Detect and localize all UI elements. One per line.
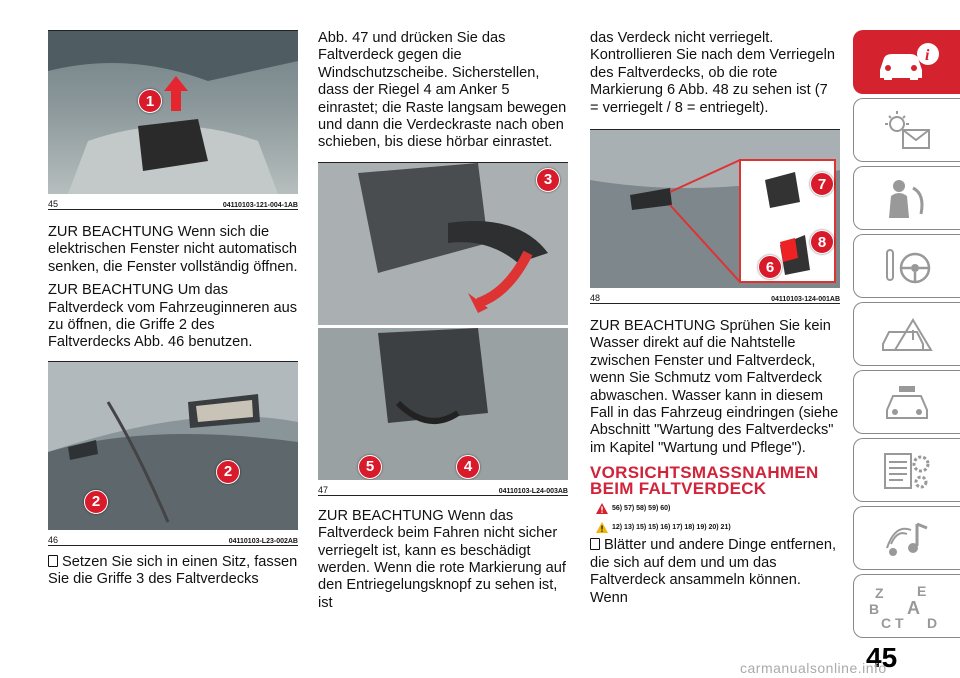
warning-refs <box>596 503 840 514</box>
tab-car-info[interactable] <box>853 30 960 94</box>
emergency-icon <box>877 310 937 358</box>
index-letter: Z <box>875 585 884 601</box>
marker-2a: 2 <box>216 460 240 484</box>
figure-number: 48 <box>590 293 601 304</box>
marker-6: 6 <box>758 255 782 279</box>
marker-3: 3 <box>536 168 560 192</box>
figure-47-caption <box>318 480 568 496</box>
console-photo <box>48 31 298 194</box>
index-letter: B <box>869 601 880 617</box>
maintenance-icon <box>877 378 937 426</box>
note-not-locked: ZUR BEACHTUNG Wenn das Faltverdeck beim Fahren nicht sicher verriegelt ist, kann es beschädigt werden. Wenn die rote Markierung auf den Entriegelungsknopf zu sehen ist, ist <box>318 507 566 611</box>
tab-starting-driving[interactable] <box>853 234 960 298</box>
figure-46-image <box>48 362 298 530</box>
figure-45-caption <box>48 194 298 210</box>
index-letter: A <box>907 598 920 618</box>
figure-45 <box>48 30 298 210</box>
figure-code: 04110103-124-001AB <box>771 296 840 304</box>
index-letter: T <box>895 615 904 631</box>
tab-safety[interactable] <box>853 166 960 230</box>
marker-8: 8 <box>810 230 834 254</box>
warning-lights-icon <box>877 106 937 154</box>
caution-refs <box>596 522 840 533</box>
continued-instructions: Abb. 47 und drücken Sie das Faltverdeck gegen die Windschutzscheibe. Sicherstellen, dass der Riegel 4 am Anker 5 einrastet; die Raste langsam bewegen und dann die Verdeckraste nach oben schieben, bis diese hörbar einrastet. <box>318 30 567 151</box>
step-sit-text: Setzen Sie sich in einen Sitz, fassen Sie die Griffe 3 des Faltverdecks <box>48 553 298 588</box>
tab-emergency[interactable] <box>853 302 960 366</box>
figure-46-caption <box>48 530 298 546</box>
note-water-spray: ZUR BEACHTUNG Sprühen Sie kein Wasser direkt auf die Nahtstelle zwischen Fenster und Faltverdeck, wenn Sie Schmutz vom Faltverdeck abwaschen. Wasser kann in diesem Fall in das Fahrzeug eindringen (siehe Abschnitt "Wartung des Faltverdecks" im Kapitel "Wartung und Pflege"). <box>590 318 839 456</box>
index-letter: C <box>881 615 892 631</box>
marker-1: 1 <box>138 89 162 113</box>
car-info-icon <box>872 40 942 84</box>
multimedia-icon <box>877 514 937 562</box>
marker-7: 7 <box>810 172 834 196</box>
figure-number: 46 <box>48 534 59 545</box>
marker-5: 5 <box>358 455 382 479</box>
lock-indicator-photo <box>590 130 840 288</box>
latch-photo <box>318 163 568 480</box>
tab-technical-data[interactable] <box>853 438 960 502</box>
step-remove-leaves <box>590 537 840 607</box>
index-letter: D <box>927 615 938 631</box>
tab-warning-lights[interactable] <box>853 98 960 162</box>
watermark-footer: carmanualsonline.info <box>740 660 887 676</box>
figure-48-image <box>590 130 840 288</box>
step-bullet-icon <box>590 538 600 550</box>
figure-45-image <box>48 31 298 194</box>
figure-46 <box>48 361 298 546</box>
step-bullet-icon <box>48 555 58 567</box>
figure-47 <box>318 162 568 496</box>
steering-wheel-icon <box>877 242 937 290</box>
safety-icon <box>877 174 937 222</box>
column-1 <box>48 30 298 589</box>
caution-triangle-icon <box>596 522 608 533</box>
caution-refs-text: 12) 13) 15) 15) 16) 17) 18) 19) 20) 21) <box>612 524 731 532</box>
page-number: 45 <box>866 642 898 673</box>
figure-number: 45 <box>48 199 59 209</box>
note-windows: ZUR BEACHTUNG Wenn sich die elektrischen Fenster nicht automatisch senken, die Fenster vollständig öffnen. <box>48 224 298 275</box>
continued-red-marking: das Verdeck nicht verriegelt. Kontrollieren Sie nach dem Verriegeln des Faltverdecks, ob die rote Markierung 6 Abb. 48 zu sehen ist (7 = verriegelt / 8 = entriegelt). <box>590 30 835 116</box>
marker-4: 4 <box>456 455 480 479</box>
figure-code: 04110103-L24-003AB <box>498 487 568 495</box>
column-3 <box>590 30 840 607</box>
step-remove-leaves-text: Blätter und andere Dinge entfernen, die sich auf dem und um das Faltverdeck ansammeln können. Wenn <box>590 537 837 606</box>
figure-48-caption <box>590 288 840 304</box>
step-sit <box>48 554 298 589</box>
index-icon <box>867 580 947 632</box>
figure-47-image <box>318 163 568 480</box>
figure-48 <box>590 129 840 304</box>
svg-text:i: i <box>925 47 930 64</box>
warning-refs-text: 56) 57) 58) 59) 60) <box>612 505 671 513</box>
index-letter: E <box>917 583 927 599</box>
figure-number: 47 <box>318 484 329 495</box>
tab-index[interactable] <box>853 574 960 638</box>
warning-triangle-icon <box>596 503 608 514</box>
technical-data-icon <box>877 446 937 494</box>
tab-maintenance[interactable] <box>853 370 960 434</box>
figure-code: 04110103-121-004-1AB <box>222 202 298 209</box>
figure-code: 04110103-L23-002AB <box>228 537 298 545</box>
note-open-roof: ZUR BEACHTUNG Um das Faltverdeck vom Fahrzeuginneren aus zu öffnen, die Griffe 2 des Faltverdecks Abb. 46 benutzen. <box>48 282 298 351</box>
marker-2b: 2 <box>84 490 108 514</box>
section-heading: VORSICHTSMASSNAHMEN BEIM FALTVERDECK <box>590 463 819 499</box>
column-2 <box>318 30 568 612</box>
tab-multimedia[interactable] <box>853 506 960 570</box>
